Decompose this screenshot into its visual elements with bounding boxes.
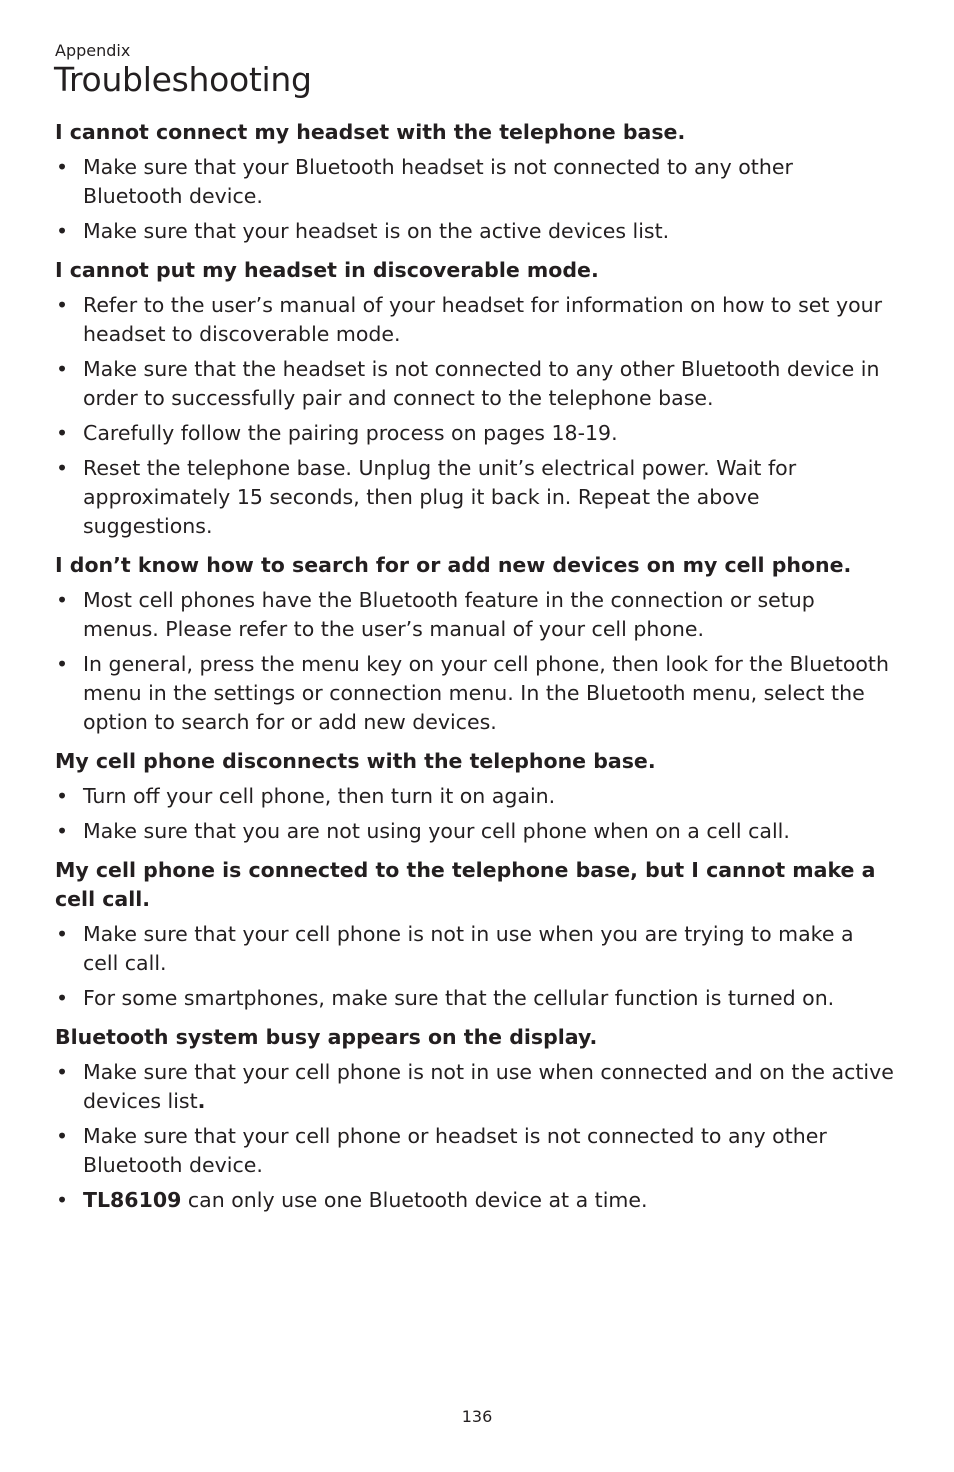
solution-item — [55, 153, 895, 211]
solution-text: can only use one Bluetooth device at a time. — [181, 1188, 648, 1212]
solution-item — [55, 586, 895, 644]
problem-heading: I don’t know how to search for or add new devices on my cell phone. — [55, 553, 852, 577]
solution-item — [55, 920, 895, 978]
solution-item — [55, 217, 895, 246]
solution-text: Carefully follow the pairing process on pages 18-19. — [83, 421, 618, 445]
page-title: Troubleshooting — [54, 60, 312, 99]
troubleshooting-section — [55, 256, 895, 541]
solution-item — [55, 817, 895, 846]
solution-list — [55, 782, 895, 846]
solution-text: Make sure that your cell phone or headset is not connected to any other Bluetooth device. — [83, 1124, 827, 1177]
solution-item — [55, 355, 895, 413]
bullet-icon: • — [55, 219, 69, 243]
bullet-icon: • — [55, 652, 69, 676]
bullet-icon: • — [55, 456, 69, 480]
solution-text: Make sure that you are not using your cell phone when on a cell call. — [83, 819, 790, 843]
solution-item — [55, 650, 895, 737]
solution-text: Make sure that the headset is not connected to any other Bluetooth device in order to successfully pair and connect to the telephone base. — [83, 357, 880, 410]
solution-text: Refer to the user’s manual of your headset for information on how to set your headset to discoverable mode. — [83, 293, 883, 346]
solution-item — [55, 1058, 895, 1116]
bullet-icon: • — [55, 293, 69, 317]
solution-text: Make sure that your cell phone is not in use when you are trying to make a cell call. — [83, 922, 854, 975]
bullet-icon: • — [55, 588, 69, 612]
solution-item — [55, 419, 895, 448]
troubleshooting-section — [55, 747, 895, 846]
solution-text: Turn off your cell phone, then turn it on again. — [83, 784, 556, 808]
solution-item — [55, 1186, 895, 1215]
solution-text: Most cell phones have the Bluetooth feature in the connection or setup menus. Please refer to the user’s manual of your cell phone. — [83, 588, 815, 641]
solution-item — [55, 291, 895, 349]
solution-list — [55, 291, 895, 541]
page-number: 136 — [461, 1407, 493, 1426]
bold-period: . — [197, 1089, 206, 1113]
troubleshooting-section — [55, 1023, 895, 1215]
bullet-icon: • — [55, 819, 69, 843]
solution-text: Make sure that your Bluetooth headset is not connected to any other Bluetooth device. — [83, 155, 793, 208]
solution-item — [55, 782, 895, 811]
problem-heading: My cell phone disconnects with the telephone base. — [55, 749, 656, 773]
bullet-icon: • — [55, 922, 69, 946]
problem-heading: My cell phone is connected to the telephone base, but I cannot make a cell call. — [55, 858, 876, 911]
solution-item — [55, 984, 895, 1013]
troubleshooting-section — [55, 551, 895, 737]
solution-list — [55, 153, 895, 246]
solution-item — [55, 454, 895, 541]
solution-text: In general, press the menu key on your cell phone, then look for the Bluetooth menu in the settings or connection menu. In the Bluetooth menu, select the option to search for or add new devices. — [83, 652, 889, 734]
solution-list — [55, 1058, 895, 1215]
troubleshooting-section — [55, 856, 895, 1013]
solution-text: Make sure that your headset is on the active devices list. — [83, 219, 670, 243]
model-number: TL86109 — [83, 1188, 182, 1212]
solution-item — [55, 1122, 895, 1180]
problem-heading: I cannot connect my headset with the telephone base. — [55, 120, 686, 144]
bullet-icon: • — [55, 155, 69, 179]
problem-heading: Bluetooth system busy appears on the display. — [55, 1025, 598, 1049]
solution-text: Reset the telephone base. Unplug the unit’s electrical power. Wait for approximately 15 seconds, then plug it back in. Repeat the above suggestions. — [83, 456, 797, 538]
solution-text: For some smartphones, make sure that the cellular function is turned on. — [83, 986, 835, 1010]
solution-list — [55, 586, 895, 737]
bullet-icon: • — [55, 1060, 69, 1084]
section-label: Appendix — [55, 41, 131, 60]
troubleshooting-section — [55, 118, 895, 246]
solution-list — [55, 920, 895, 1013]
bullet-icon: • — [55, 1188, 69, 1212]
bullet-icon: • — [55, 421, 69, 445]
bullet-icon: • — [55, 784, 69, 808]
troubleshooting-content — [55, 118, 895, 1225]
problem-heading: I cannot put my headset in discoverable mode. — [55, 258, 599, 282]
bullet-icon: • — [55, 1124, 69, 1148]
bullet-icon: • — [55, 986, 69, 1010]
bullet-icon: • — [55, 357, 69, 381]
solution-text: Make sure that your cell phone is not in use when connected and on the active devices list — [83, 1060, 894, 1113]
